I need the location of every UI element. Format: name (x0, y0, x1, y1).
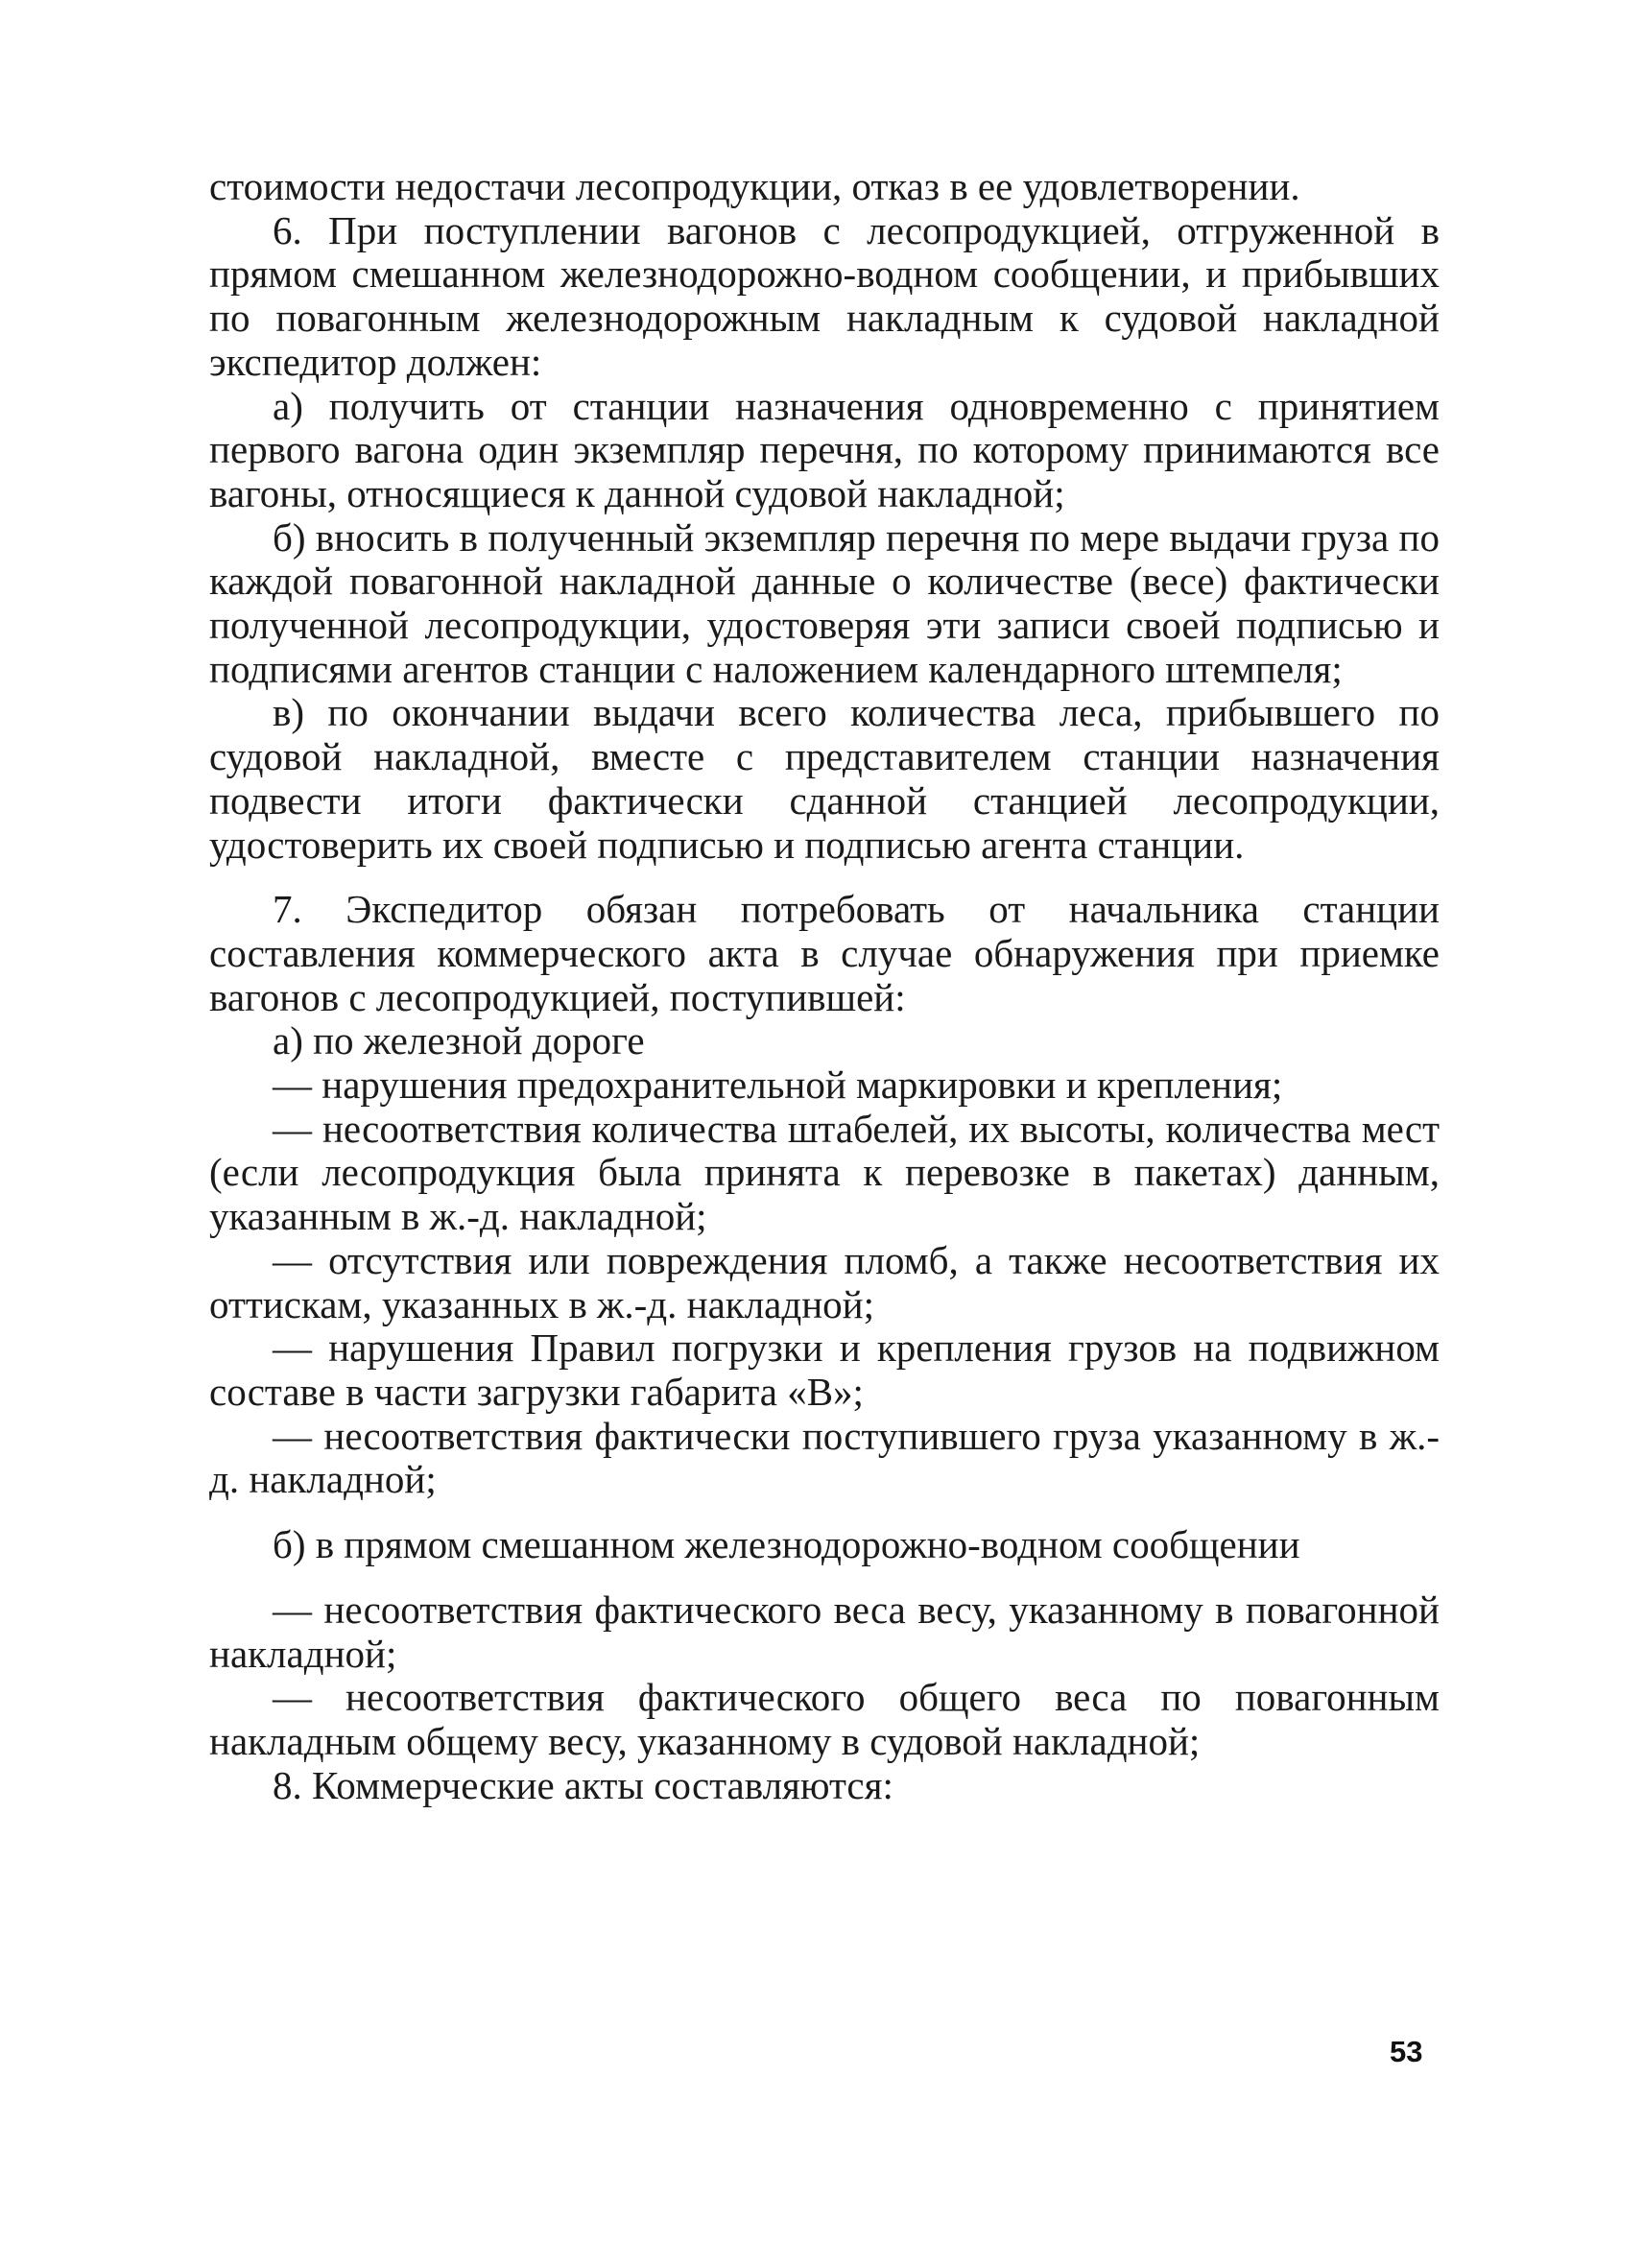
paragraph-item-7: 7. Экспедитор обязан потребовать от начальника станции составления коммерческого акта в случае обнаружения при приемке вагонов с лесопродукцией, поступившей: (209, 887, 1440, 1019)
paragraph-item-6a: а) получить от станции назначения одновременно с принятием первого вагона один экземпляр перечня, по которому принимаются все вагоны, относящиеся к данной судовой накладной; (209, 383, 1440, 515)
list-item-dash-4: — нарушения Правил погрузки и крепления грузов на подвижном составе в части загрузки габарита «В»; (209, 1325, 1440, 1414)
page-body-text (209, 165, 1440, 1807)
page-number: 53 (1390, 2035, 1423, 2068)
paragraph-continuation: стоимости недостачи лесопродукции, отказ в ее удовлетворении. (209, 164, 1300, 208)
list-item-dash-1: — нарушения предохранительной маркировки и крепления; (273, 1062, 1283, 1108)
list-item-dash-5: — несоответствия фактически поступившего груза указанному в ж.-д. накладной; (209, 1413, 1440, 1502)
paragraph-item-8: 8. Коммерческие акты составляются: (273, 1762, 893, 1807)
paragraph-item-6v: в) по окончании выдачи всего количества леса, прибывшего по судовой накладной, вместе с представителем станции назначения подвести итоги фактически сданной станцией лесопродукции, удостоверить их своей подписью и подписью агента станции. (209, 690, 1440, 867)
paragraph-item-7a: а) по железной дороге (273, 1018, 645, 1063)
paragraph-item-6: 6. При поступлении вагонов с лесопродукцией, отгруженной в прямом смешанном железнодорожно-водном сообщении, и прибывших по повагонным железнодорожным накладным к судовой накладной экспедитор должен: (209, 207, 1440, 384)
list-item-dash-3: — отсутствия или повреждения пломб, а также несоответствия их оттискам, указанных в ж.-д. накладной; (209, 1237, 1440, 1326)
paragraph-item-7b: б) в прямом смешанном железнодорожно-водном сообщении (273, 1522, 1300, 1567)
list-item-dash-2: — несоответствия количества штабелей, их высоты, количества мест (если лесопродукция была принята к перевозке в пакетах) данным, указанным в ж.-д. накладной; (209, 1106, 1440, 1239)
list-item-dash-6: — несоответствия фактического веса весу, указанному в повагонной накладной; (209, 1587, 1440, 1676)
paragraph-item-6b: б) вносить в полученный экземпляр перечня по мере выдачи груза по каждой повагонной накладной данные о количестве (весе) фактически полученной лесопродукции, удостоверяя эти записи своей подписью и подписями агентов станции с наложением календарного штемпеля; (209, 514, 1440, 691)
list-item-dash-7: — несоответствия фактического общего веса по повагонным накладным общему весу, указанному в судовой накладной; (209, 1675, 1440, 1763)
